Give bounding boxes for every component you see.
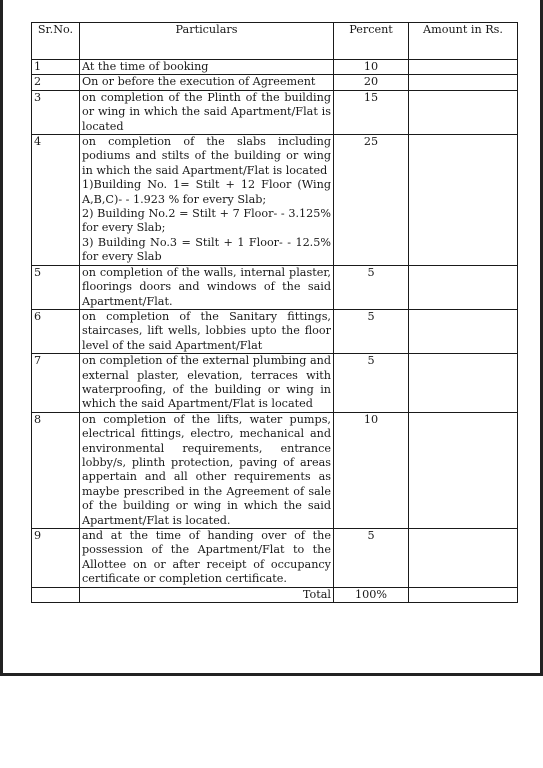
row-amount <box>409 529 518 588</box>
row-percent: 5 <box>334 265 409 309</box>
table-row <box>32 412 518 528</box>
header-percent: Percent <box>334 23 409 60</box>
table-row <box>32 354 518 413</box>
row-particulars: On or before the execution of Agreement <box>80 75 334 90</box>
row-particulars: At the time of booking <box>80 60 334 75</box>
header-particulars: Particulars <box>80 23 334 60</box>
table-row <box>32 75 518 90</box>
row-percent: 5 <box>334 354 409 413</box>
row-percent: 15 <box>334 90 409 134</box>
row-amount <box>409 60 518 75</box>
row-percent: 5 <box>334 529 409 588</box>
table-row <box>32 309 518 353</box>
row-percent: 5 <box>334 309 409 353</box>
table-row <box>32 265 518 309</box>
row-amount <box>409 412 518 528</box>
table-row <box>32 529 518 588</box>
table-header-row <box>32 23 518 60</box>
row-percent: 20 <box>334 75 409 90</box>
row-sr: 7 <box>32 354 80 413</box>
row-sr: 9 <box>32 529 80 588</box>
row-sr: 8 <box>32 412 80 528</box>
payment-schedule-table <box>31 22 518 603</box>
row-particulars: on completion of the walls, internal plaster, floorings doors and windows of the said Apartment/Flat. <box>80 265 334 309</box>
row-sr: 4 <box>32 135 80 266</box>
row-amount <box>409 309 518 353</box>
row-particulars <box>80 135 334 266</box>
total-label: Total <box>80 587 334 602</box>
row-percent: 10 <box>334 412 409 528</box>
table-row <box>32 60 518 75</box>
row-particulars: on completion of the Sanitary fittings, staircases, lift wells, lobbies upto the floor level of the said Apartment/Flat <box>80 309 334 353</box>
row-sr: 1 <box>32 60 80 75</box>
table-total-row <box>32 587 518 602</box>
row-particulars: on completion of the Plinth of the building or wing in which the said Apartment/Flat is located <box>80 90 334 134</box>
row-sr: 2 <box>32 75 80 90</box>
row-sub-item: 2) Building No.2 = Stilt + 7 Floor- - 3.125% for every Slab; <box>82 207 331 235</box>
row-sr: 6 <box>32 309 80 353</box>
row-sr: 5 <box>32 265 80 309</box>
table-row <box>32 135 518 266</box>
row-sub-item: 3) Building No.3 = Stilt + 1 Floor- - 12.5% for every Slab <box>82 235 331 264</box>
row-sr: 3 <box>32 90 80 134</box>
row-particulars: and at the time of handing over of the possession of the Apartment/Flat to the Allottee on or after receipt of occupancy certificate or completion certificate. <box>80 529 334 588</box>
row-percent: 10 <box>334 60 409 75</box>
total-value: 100% <box>334 587 409 602</box>
total-sr-empty <box>32 587 80 602</box>
row-main-text: on completion of the slabs including podiums and stilts of the building or wing in which the said Apartment/Flat is located <box>82 135 331 177</box>
row-amount <box>409 135 518 266</box>
row-particulars: on completion of the lifts, water pumps, electrical fittings, electro, mechanical and environmental requirements, entrance lobby/s, plinth protection, paving of areas appertain and all other requirements as maybe prescribed in the Agreement of sale of the building or wing in which the said Apartment/Flat is located. <box>80 412 334 528</box>
table-row <box>32 90 518 134</box>
row-sub-item: 1)Building No. 1= Stilt + 12 Floor (Wing A,B,C)- - 1.923 % for every Slab; <box>82 178 331 206</box>
row-particulars: on completion of the external plumbing and external plaster, elevation, terraces with waterproofing, of the building or wing in which the said Apartment/Flat is located <box>80 354 334 413</box>
row-amount <box>409 75 518 90</box>
row-amount <box>409 354 518 413</box>
header-amount: Amount in Rs. <box>409 23 518 60</box>
header-sr-no: Sr.No. <box>32 23 80 60</box>
row-percent: 25 <box>334 135 409 266</box>
total-amount-empty <box>409 587 518 602</box>
row-amount <box>409 265 518 309</box>
row-amount <box>409 90 518 134</box>
